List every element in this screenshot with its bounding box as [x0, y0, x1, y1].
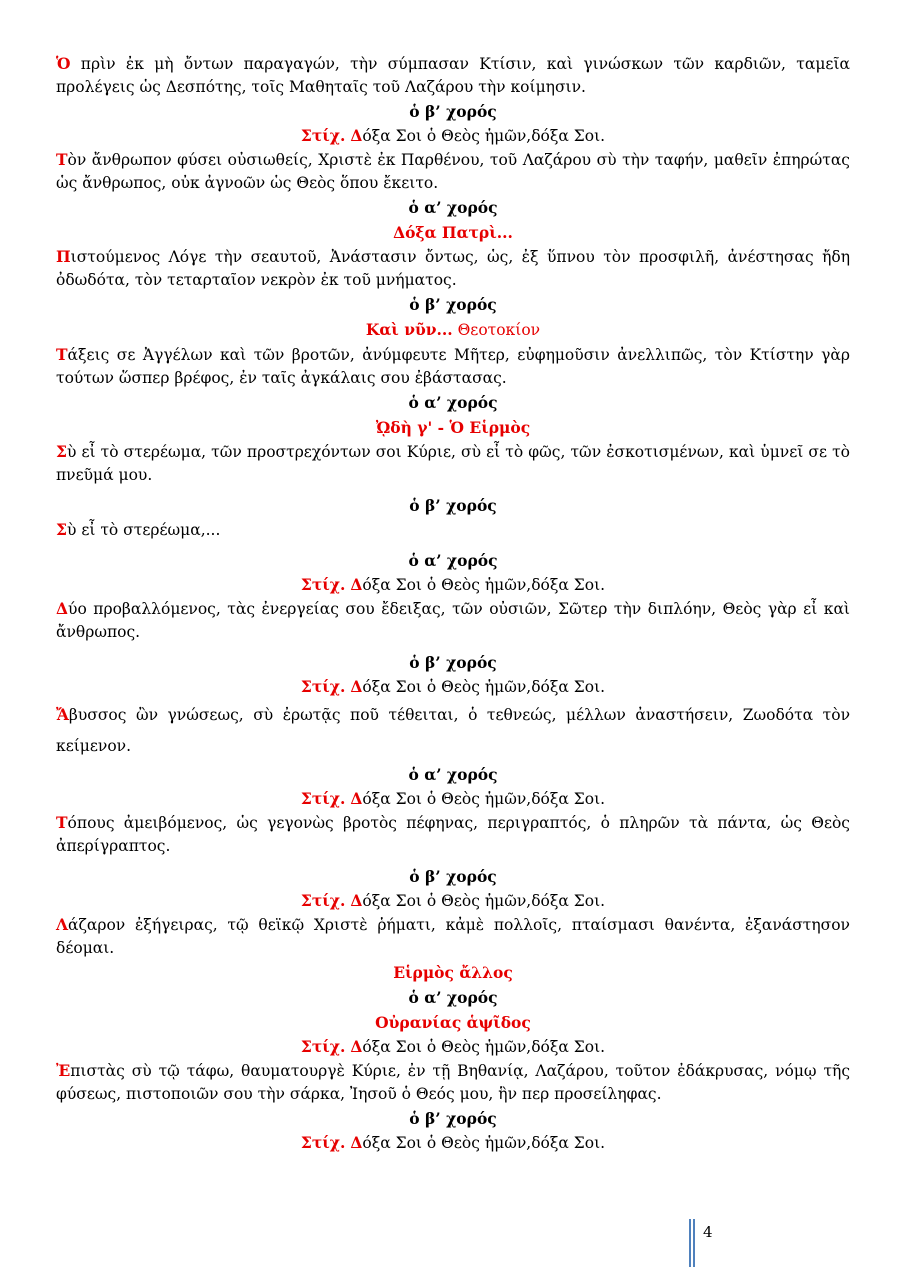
- section-heading: [56, 317, 850, 343]
- stichos-text: όξα Σοι ὁ Θεὸς ἡμῶν,δόξα Σοι.: [362, 678, 606, 696]
- initial-letter: Ὁ: [56, 54, 71, 73]
- verse-text: ὸν ἄνθρωπον φύσει οὐσιωθείς, Χριστὲ ἐκ Παρθένου, τοῦ Λαζάρου σὺ τὴν ταφήν, μαθεῖν ἐπηρώτας ὡς ἄνθρωπος, οὐκ ἀγνοῶν ὡς Θεὸς ὅπου ἔκειτο.: [56, 151, 850, 192]
- initial-letter: Ἄ: [56, 705, 69, 724]
- stichos-line: [56, 675, 850, 699]
- stichos-line: [56, 1035, 850, 1059]
- verse-paragraph: [56, 913, 850, 960]
- section-heading: Οὐρανίας ἁψῖδος: [375, 1013, 531, 1032]
- verse-paragraph: [56, 148, 850, 195]
- heading-normal-part: Θεοτοκίον: [452, 321, 541, 339]
- verse-text: ύο προβαλλόμενος, τὰς ἐνεργείας σου ἔδειξας, τῶν οὐσιῶν, Σῶτερ τὴν διπλόην, Θεὸς γὰρ εἶ καὶ ἄνθρωπος.: [56, 600, 850, 641]
- choir-label: ὁ α’ χορός: [408, 765, 498, 784]
- stichos-text: όξα Σοι ὁ Θεὸς ἡμῶν,δόξα Σοι.: [362, 127, 606, 145]
- verse-text: άζαρον ἐξήγειρας, τῷ θεϊκῷ Χριστὲ ῥήματι, κἀμὲ πολλοῖς, πταίσμασι θανέντα, ἐξανάστησον δέομαι.: [56, 916, 850, 957]
- verse-paragraph: [56, 245, 850, 292]
- initial-letter: Δ: [350, 677, 363, 696]
- initial-letter: Δ: [350, 575, 363, 594]
- page-number: 4: [703, 1223, 713, 1241]
- stichos-text: όξα Σοι ὁ Θεὸς ἡμῶν,δόξα Σοι.: [362, 576, 606, 594]
- verse-text: ὺ εἶ τὸ στερέωμα,...: [66, 521, 221, 539]
- verse-paragraph: [56, 440, 850, 487]
- initial-letter: Τ: [56, 345, 68, 364]
- stichos-text: όξα Σοι ὁ Θεὸς ἡμῶν,δόξα Σοι.: [362, 892, 606, 910]
- verse-text: άξεις σε Ἀγγέλων καὶ τῶν βροτῶν, ἀνύμφευτε Μῆτερ, εὐφημοῦσιν ἀνελλιπῶς, τὸν Κτίστην γὰρ τούτων ὥσπερ βρέφος, ἐν ταῖς ἀγκάλαις σου ἐβάστασας.: [56, 346, 850, 387]
- stichos-line: [56, 787, 850, 811]
- choir-label: ὁ β’ χορός: [409, 496, 497, 515]
- choir-label: ὁ α’ χορός: [408, 551, 498, 570]
- stichos-line: [56, 1131, 850, 1155]
- footer-bar-left: [689, 1219, 691, 1267]
- verse-paragraph: [56, 699, 850, 762]
- initial-letter: Π: [56, 247, 71, 266]
- choir-label: ὁ α’ χορός: [408, 393, 498, 412]
- verse-text: ὺ εἶ τὸ στερέωμα, τῶν προστρεχόντων σοι Κύριε, σὺ εἶ τὸ φῶς, τῶν ἐσκοτισμένων, καὶ ὑμνεῖ σε τὸ πνεῦμά μου.: [56, 443, 850, 484]
- stichos-line: [56, 573, 850, 597]
- verse-text: πιστὰς σὺ τῷ τάφω, θαυματουργὲ Κύριε, ἐν τῇ Βηθανίᾳ, Λαζάρου, τοῦτον ἐδάκρυσας, νόμῳ τῆς φύσεως, πιστοποιῶν σου τὴν σάρκα, Ἰησοῦ ὁ Θεός μου, ἣν περ προσείληφας.: [56, 1062, 850, 1103]
- section-heading: ᾨδὴ γ' - Ὁ Εἱρμὸς: [375, 418, 531, 437]
- stichos-line: [56, 889, 850, 913]
- stichos-label: Στίχ.: [300, 1133, 346, 1152]
- initial-letter: Δ: [350, 789, 363, 808]
- initial-letter: Λ: [56, 915, 69, 934]
- stichos-label: Στίχ.: [300, 1037, 346, 1056]
- stichos-line: [56, 124, 850, 148]
- stichos-label: Στίχ.: [300, 126, 346, 145]
- choir-label: ὁ α’ χορός: [408, 198, 498, 217]
- verse-paragraph: [56, 811, 850, 858]
- initial-letter: Τ: [56, 150, 68, 169]
- stichos-text: όξα Σοι ὁ Θεὸς ἡμῶν,δόξα Σοι.: [362, 790, 606, 808]
- verse-paragraph: [56, 597, 850, 644]
- stichos-text: όξα Σοι ὁ Θεὸς ἡμῶν,δόξα Σοι.: [362, 1038, 606, 1056]
- choir-label: ὁ β’ χορός: [409, 1109, 497, 1128]
- page-content: [56, 52, 850, 1155]
- verse-text: ιστούμενος Λόγε τὴν σεαυτοῦ, Ἀνάστασιν ὄντως, ὡς, ἐξ ὕπνου τὸν προσφιλῆ, ἀνέστησας ἤδη ὀδωδότα, τὸν τεταρταῖον νεκρὸν ἐκ τοῦ μνήματος.: [56, 248, 850, 289]
- verse-text: βυσσος ὢν γνώσεως, σὺ ἐρωτᾷς ποῦ τέθειται, ὁ τεθνεώς, μέλλων ἀναστήσειν, Ζωοδότα τὸν κείμενον.: [56, 706, 850, 755]
- footer-bar-right: [693, 1219, 695, 1267]
- heading-bold-part: Καὶ νῦν...: [365, 320, 453, 339]
- verse-text: πρὶν ἐκ μὴ ὄντων παραγαγών, τὴν σύμπασαν Κτίσιν, καὶ γινώσκων τῶν καρδιῶν, ταμεῖα προλέγεις ὡς Δεσπότης, τοῖς Μαθηταῖς τοῦ Λαζάρου τὴν κοίμησιν.: [56, 55, 850, 96]
- initial-letter: Δ: [350, 1133, 363, 1152]
- stichos-label: Στίχ.: [300, 677, 346, 696]
- verse-text: όπους ἀμειβόμενος, ὡς γεγονὼς βροτὸς πέφηνας, περιγραπτός, ὁ πληρῶν τὰ πάντα, ὡς Θεὸς ἀπερίγραπτος.: [56, 814, 850, 855]
- initial-letter: Δ: [56, 599, 69, 618]
- choir-label: ὁ β’ χορός: [409, 102, 497, 121]
- initial-letter: Ἐ: [56, 1061, 71, 1080]
- verse-paragraph: [56, 343, 850, 390]
- choir-label: ὁ β’ χορός: [409, 653, 497, 672]
- section-heading: Εἱρμὸς ἄλλος: [393, 963, 513, 982]
- page-footer: [689, 1219, 749, 1267]
- initial-letter: Τ: [56, 813, 68, 832]
- section-heading: Δόξα Πατρὶ...: [393, 223, 513, 242]
- choir-label: ὁ β’ χορός: [409, 867, 497, 886]
- stichos-label: Στίχ.: [300, 891, 346, 910]
- choir-label: ὁ α’ χορός: [408, 988, 498, 1007]
- initial-letter: Δ: [350, 126, 363, 145]
- verse-paragraph: [56, 1059, 850, 1106]
- verse-paragraph: [56, 518, 850, 542]
- initial-letter: Δ: [350, 1037, 363, 1056]
- stichos-text: όξα Σοι ὁ Θεὸς ἡμῶν,δόξα Σοι.: [362, 1134, 606, 1152]
- stichos-label: Στίχ.: [300, 575, 346, 594]
- verse-paragraph: [56, 52, 850, 99]
- initial-letter: Σ: [56, 442, 67, 461]
- initial-letter: Σ: [56, 520, 67, 539]
- initial-letter: Δ: [350, 891, 363, 910]
- choir-label: ὁ β’ χορός: [409, 295, 497, 314]
- stichos-label: Στίχ.: [300, 789, 346, 808]
